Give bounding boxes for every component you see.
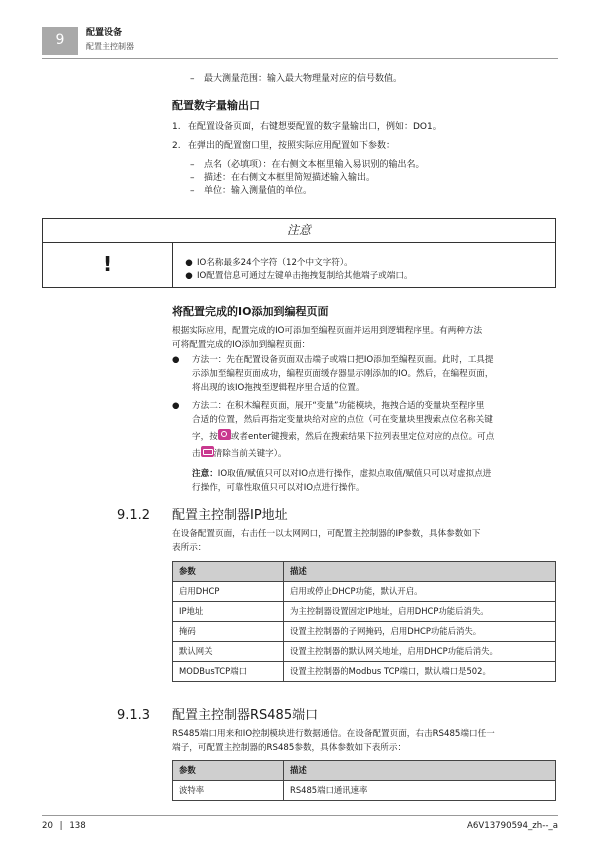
param-text: 单位：输入测量值的单位。 xyxy=(204,186,313,196)
section-intro xyxy=(172,527,481,555)
param-item: – 描述：在右侧文本框里简短描述输入输出。 xyxy=(190,173,376,183)
method-1: ● 方法一：先在配置设备页面双击端子或端口把IO添加至编程页面。此时，工具提 示添加至编程页面成功，编程页面缓存器显示刚添加的IO。然后，在编程页面， 将出现的该IO拖拽至逻辑程序里合适的位置。 xyxy=(172,353,552,395)
page-total: 138 xyxy=(69,821,86,831)
method-text: 字，按 xyxy=(192,432,218,442)
notice-title: 注意 xyxy=(43,219,555,243)
table-cell: 波特率 xyxy=(173,781,284,801)
method-line xyxy=(192,429,552,444)
step-number: 1. xyxy=(172,122,181,132)
method-line: 方法二：在积木编程页面，展开“变量”功能模块，拖拽合适的变量块至程序里 xyxy=(192,401,485,411)
note-label: 注意： xyxy=(192,469,218,479)
table-header: 参数 xyxy=(173,761,284,781)
table-row xyxy=(173,642,556,662)
add-io-intro xyxy=(172,324,482,352)
method-list xyxy=(172,353,552,495)
table-row xyxy=(173,622,556,642)
table-cell: 启用或停止DHCP功能，默认开启。 xyxy=(284,582,556,602)
intro-dash-item: – 最大测量范围：输入最大物理量对应的信号数值。 xyxy=(190,74,403,84)
table-cell: 设置主控制器的默认网关地址，启用DHCP功能后消失。 xyxy=(284,642,556,662)
table-header: 描述 xyxy=(284,761,556,781)
method-text: 或者enter键搜索，然后在搜索结果下拉列表里定位对应的点位。可点 xyxy=(230,432,495,442)
table-cell: 默认网关 xyxy=(173,642,284,662)
table-cell: 设置主控制器的子网掩码，启用DHCP功能后消失。 xyxy=(284,622,556,642)
table-header: 参数 xyxy=(173,562,284,582)
step-1 xyxy=(172,122,442,133)
method-line: 将出现的该IO拖拽至逻辑程序里合适的位置。 xyxy=(192,383,365,393)
table-row xyxy=(173,662,556,682)
page-separator: | xyxy=(59,821,63,831)
table-cell: RS485端口通讯速率 xyxy=(284,781,556,801)
method-line: 合适的位置，然后再指定变量块给对应的点位（可在变量块里搜索点位名称关键 xyxy=(192,415,493,425)
footer-page xyxy=(42,821,86,832)
notice-item-text: IO配置信息可通过左键单击拖拽复制给其他端子或端口。 xyxy=(197,271,413,281)
clear-icon xyxy=(201,446,214,457)
add-io-intro-line: 根据实际应用，配置完成的IO可添加至编程页面并运用到逻辑程序里。有两种方法 xyxy=(172,326,483,336)
method-note xyxy=(192,467,552,481)
notice-item: ● IO名称最多24个字符（12个中文字符）。 xyxy=(185,258,353,268)
section-number: 9.1.3 xyxy=(117,708,151,723)
table-row xyxy=(173,582,556,602)
method-2: ● 方法二：在积木编程页面，展开“变量”功能模块，拖拽合适的变量块至程序里 合适的位置，然后再指定变量块给对应的点位（可在变量块里搜索点位名称关键 字，按 或者enter键搜索，然后在搜索结果下拉列表里定位对应的点位。可点 击 清除当前关键字）。 注意：IO取值/赋值只可以对IO点进行操作，虚拟点取值/赋值只可以对虚拟点进 行操作，可靠性取值只可以对IO点进行操作。 xyxy=(172,399,552,495)
section-intro-line: RS485端口用来和IO控制模块进行数据通信。在设备配置页面，右击RS485端口任一 xyxy=(172,729,495,739)
header-title: 配置设备 xyxy=(86,28,123,38)
step-text: 在配置设备页面，右键想要配置的数字量输出口，例如：DO1。 xyxy=(188,122,442,132)
table-cell: MODBusTCP端口 xyxy=(173,662,284,682)
method-text: 清除当前关键字）。 xyxy=(213,449,287,459)
param-item: – 单位：输入测量值的单位。 xyxy=(190,186,313,196)
notice-content xyxy=(181,257,413,283)
method-line: 方法一：先在配置设备页面双击端子或端口把IO添加至编程页面。此时，工具提 xyxy=(192,355,494,365)
add-io-intro-line: 可将配置完成的IO添加到编程页面： xyxy=(172,340,311,350)
header-subtitle: 配置主控制器 xyxy=(86,42,134,51)
table-cell: 为主控制器设置固定IP地址，启用DHCP功能后消失。 xyxy=(284,602,556,622)
table-header-row xyxy=(173,562,556,582)
section-number: 9.1.2 xyxy=(117,508,151,523)
note-text: 行操作，可靠性取值只可以对IO点进行操作。 xyxy=(192,483,365,493)
ip-param-table xyxy=(172,561,556,682)
search-icon xyxy=(218,429,231,440)
param-item: – 点名（必填项）：在右侧文本框里输入易识别的输出名。 xyxy=(190,160,425,170)
table-row xyxy=(173,602,556,622)
header-divider xyxy=(42,58,558,59)
step-text: 在弹出的配置窗口里，按照实际应用配置如下参数： xyxy=(188,141,396,151)
section-intro-line: 表所示： xyxy=(172,543,207,553)
chapter-number: 9 xyxy=(42,27,78,55)
section-intro-line: 在设备配置页面，右击任一以太网网口，可配置主控制器的IP参数，具体参数如下 xyxy=(172,529,481,539)
section-title: 配置主控制器RS485端口 xyxy=(172,708,319,723)
step-number: 2. xyxy=(172,141,181,151)
digital-output-heading: 配置数字量输出口 xyxy=(172,99,260,112)
rs485-param-table xyxy=(172,760,556,801)
table-cell: IP地址 xyxy=(173,602,284,622)
page-number: 20 xyxy=(42,821,53,831)
section-intro xyxy=(172,727,495,755)
footer-divider xyxy=(42,815,558,816)
section-intro-line: 端子，可配置主控制器的RS485参数，具体参数如下表所示： xyxy=(172,743,407,753)
table-cell: 设置主控制器的Modbus TCP端口，默认端口是502。 xyxy=(284,662,556,682)
table-row xyxy=(173,781,556,801)
note-text: IO取值/赋值只可以对IO点进行操作，虚拟点取值/赋值只可以对虚拟点进 xyxy=(217,469,492,479)
intro-dash-text: 最大测量范围：输入最大物理量对应的信号数值。 xyxy=(204,74,403,84)
notice-item: ● IO配置信息可通过左键单击拖拽复制给其他端子或端口。 xyxy=(185,271,413,281)
table-cell: 启用DHCP xyxy=(173,582,284,602)
add-io-heading: 将配置完成的IO添加到编程页面 xyxy=(172,305,329,318)
section-title: 配置主控制器IP地址 xyxy=(172,508,288,523)
warning-icon: ! xyxy=(43,242,173,287)
param-text: 点名（必填项）：在右侧文本框里输入易识别的输出名。 xyxy=(204,160,425,170)
param-text: 描述：在右侧文本框里简短描述输入输出。 xyxy=(204,173,376,183)
notice-item-text: IO名称最多24个字符（12个中文字符）。 xyxy=(197,258,353,268)
method-line: 示添加至编程页面成功，编程页面缓存器显示刚添加的IO。然后，在编程页面， xyxy=(192,369,494,379)
notice-box xyxy=(42,218,556,288)
step-2 xyxy=(172,141,395,152)
table-header: 描述 xyxy=(284,562,556,582)
footer-doc-id: A6V13790594_zh--_a xyxy=(467,821,558,831)
method-line xyxy=(192,446,552,461)
table-header-row xyxy=(173,761,556,781)
method-text: 击 xyxy=(192,449,201,459)
table-cell: 掩码 xyxy=(173,622,284,642)
